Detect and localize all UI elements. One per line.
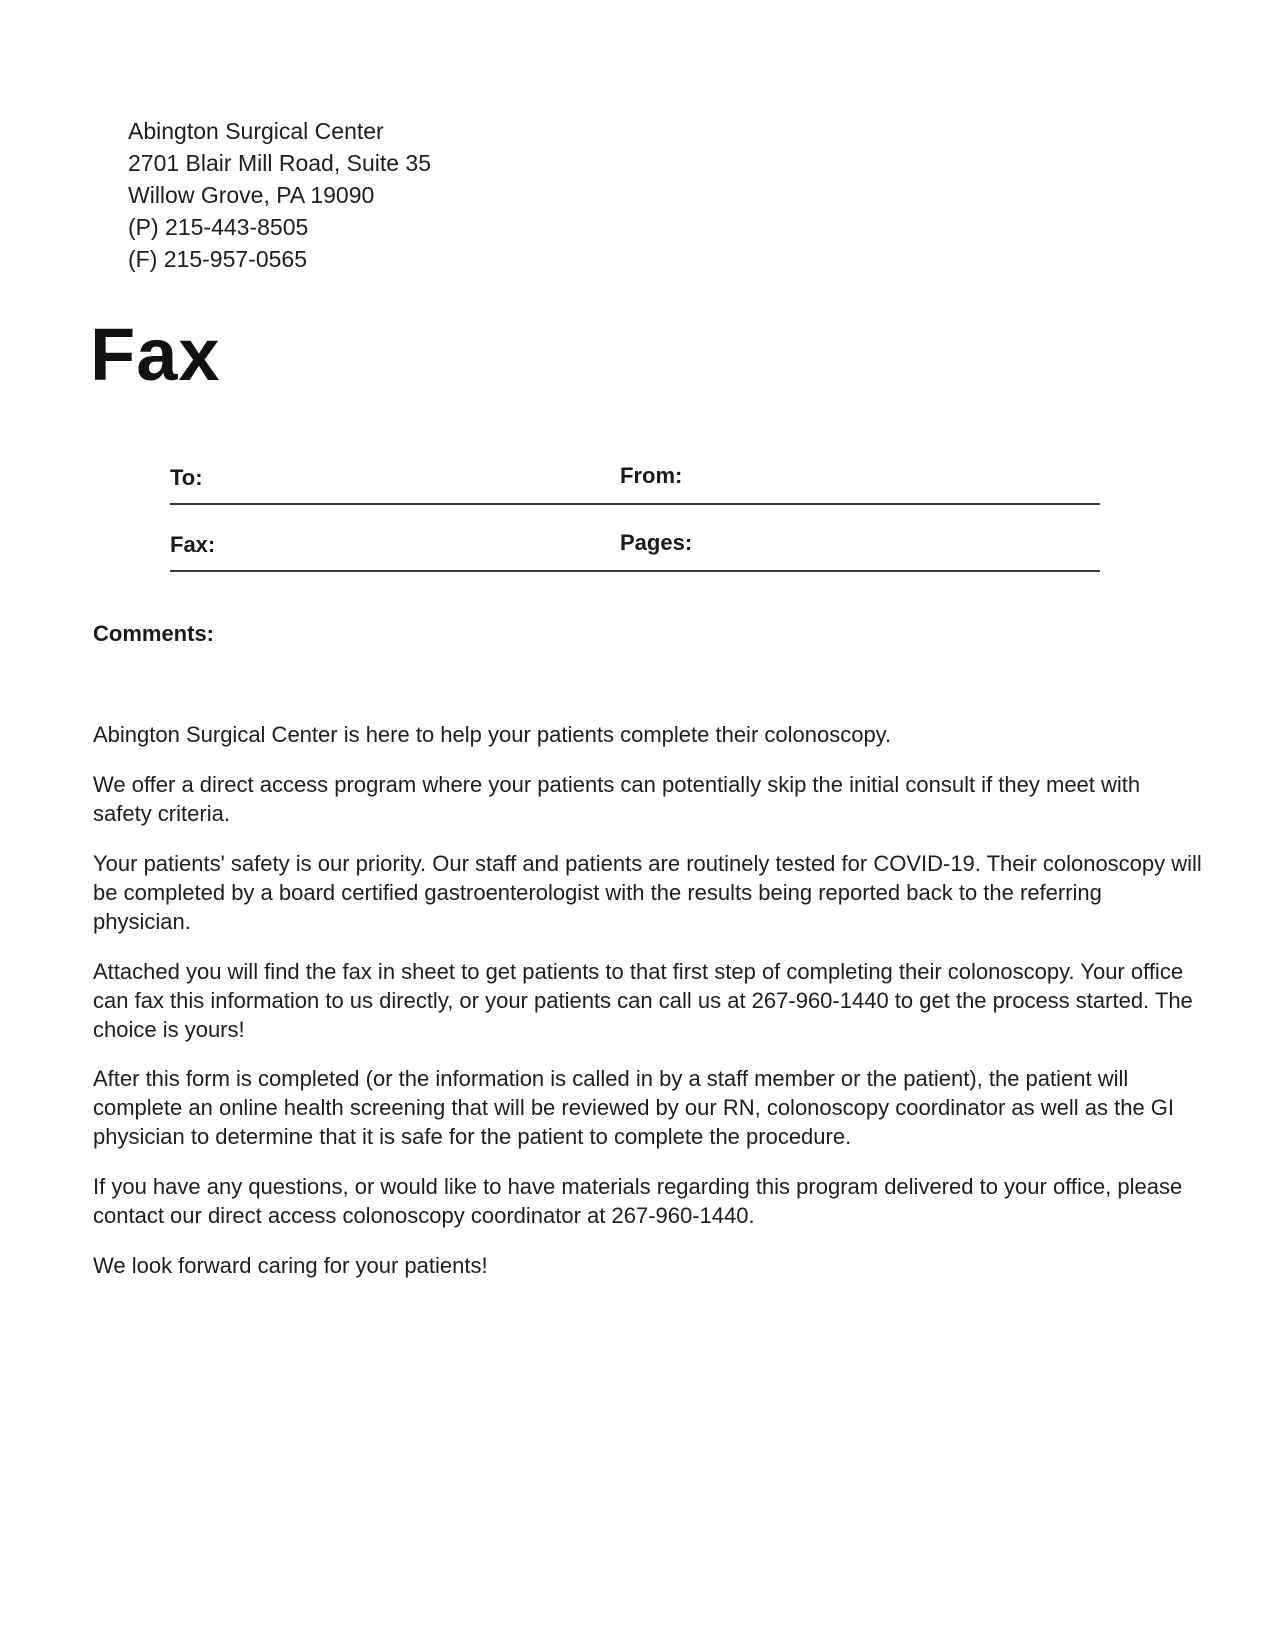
to-from-rule xyxy=(170,503,1100,505)
paragraph-intro: Abington Surgical Center is here to help your patients complete their colonoscopy. xyxy=(93,722,892,747)
sender-address-block xyxy=(128,115,431,275)
comments-label: Comments: xyxy=(93,621,215,646)
paragraph-screening: After this form is completed (or the information is called in by a staff member or the patient), the patient will complete an online health screening that will be reviewed by our RN, colonoscopy coordinator as well as the GI physician to determine that it is safe for the patient to complete the procedure. xyxy=(93,1066,1175,1149)
fax-label: Fax: xyxy=(170,532,216,557)
pages-label: Pages: xyxy=(620,530,693,555)
sender-fax: (F) 215-957-0565 xyxy=(128,246,307,272)
sender-street: 2701 Blair Mill Road, Suite 35 xyxy=(128,150,431,176)
paragraph-questions: If you have any questions, or would like to have materials regarding this program delivered to your office, please contact our direct access colonoscopy coordinator at 267-960-1440. xyxy=(93,1174,1183,1228)
sender-city: Willow Grove, PA 19090 xyxy=(128,182,375,208)
from-label: From: xyxy=(620,463,683,488)
fax-pages-rule xyxy=(170,570,1100,572)
sender-phone: (P) 215-443-8505 xyxy=(128,214,309,240)
to-label: To: xyxy=(170,465,203,490)
paragraph-closing: We look forward caring for your patients! xyxy=(93,1253,488,1278)
paragraph-attached: Attached you will find the fax in sheet to get patients to that first step of completing their colonoscopy. Your office can fax this information to us directly, or your patients can call us at 267-960-1440 to get the process started. The choice is yours! xyxy=(93,959,1193,1042)
page-title: Fax xyxy=(90,313,221,396)
paragraph-safety: Your patients' safety is our priority. Our staff and patients are routinely tested for COVID-19. Their colonoscopy will be completed by a board certified gastroenterologist with the results being reported back to the referring physician. xyxy=(93,851,1202,934)
paragraph-direct-access: We offer a direct access program where your patients can potentially skip the initial consult if they meet with safety criteria. xyxy=(93,772,1141,826)
sender-name: Abington Surgical Center xyxy=(128,118,384,144)
